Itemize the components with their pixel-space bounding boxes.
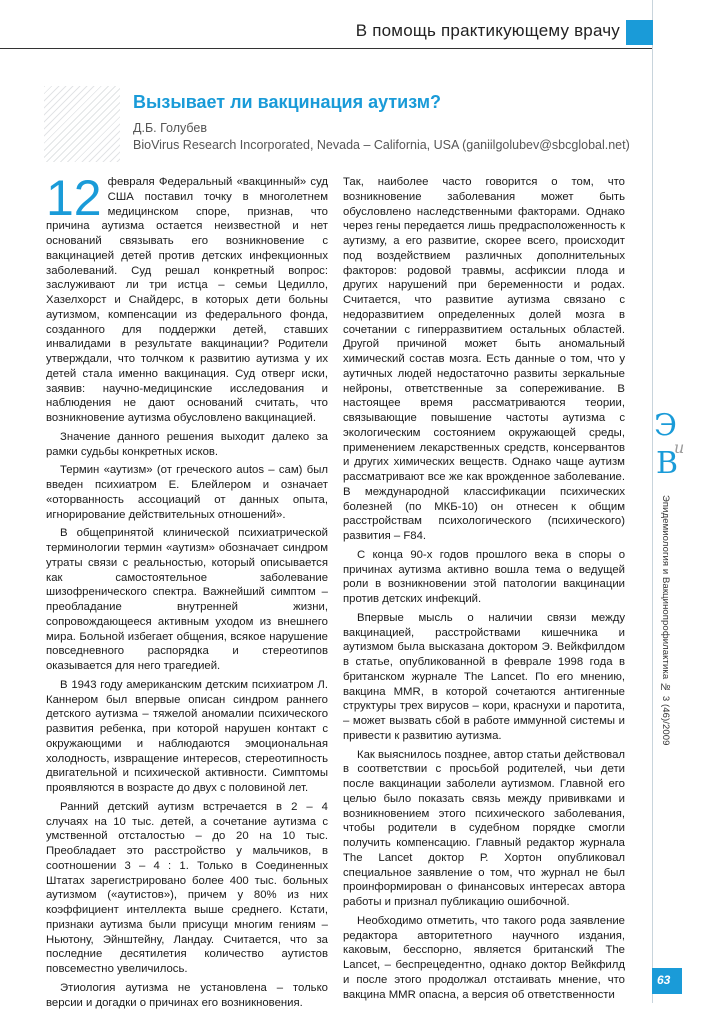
paragraph: Так, наиболее часто говорится о том, что возникновение заболевания может быть обусловлено наследственными факторами. Однако через гены передается лишь предрасположенность к аутизму, а его развитие, скорее всего, происходит под воздействием различных дополнительных факторов: родовой травмы, асфиксии плода и других нарушений при беременности и родах. Считается, что развитие аутизма связано с недоразвитием определенных долей мозга в сочетании с гиперразвитием остальных областей. Другой причиной может быть аномальный химический состав мозга. Есть данные о том, что у аутичных людей недостаточно развиты зеркальные нейроны, ответственные за сопереживание. В настоящее время рассматриваются теории, связывающие повышение частоты аутизма с экологическим состоянием окружающей среды, применением лекарственных средств, консервантов и других химических веществ. Однако чаще аутизм рассматривают все же как врожденное заболевание. В международной классификации психических болезней (по МКБ-10) он отнесен к общим расстройствам психологического (психического) развития – F84. [343,176,625,542]
logo-letter-e: Э [654,408,677,443]
article-title: Вызывает ли вакцинация аутизм? [133,92,442,112]
article-author: Д.Б. Голубев [133,121,207,135]
paragraph: В общепринятой клинической психиатрической терминологии термин «аутизм» обозначает синдром утраты связи с реальностью, который описывается как самостоятельное заболевание шизофренического спектра. Важнейший симптом – преобладание внутренней жизни, сопровождающееся активным уходом из внешнего мира. Больной избегает общения, всякое нарушение повседневного распорядка и стереотипов оказывается для него трагедией. [46,527,328,672]
paragraph: Термин «аутизм» (от греческого autos – сам) был введен психиатром Е. Блейлером и означает «оторванность ассоциаций от данных опыта, игнорирование действительных отношений». [46,464,328,521]
page-edge-line [652,0,653,1003]
paragraph: Необходимо отметить, что такого рода заявление редактора авторитетного научного издания, каковым, бесспорно, является британский The Lancet, – беспрецедентно, однако доктор Вейкфилд и после этого продолжал отстаивать мнение, что вакцина MMR опасна, а версия об ответственности [343,914,625,1001]
drop-cap: 12 [46,170,102,226]
section-header [0,18,652,49]
paragraph: Этиология аутизма не установлена – только версии и догадки о причинах его возникновения. [46,981,328,1009]
section-title: В помощь практикующему врачу [355,21,620,40]
logo-letter-i: и [674,438,685,457]
journal-logo [652,408,688,490]
page-number-box [652,968,682,994]
paragraph: Ранний детский аутизм встречается в 2 – 4 случаях на 10 тыс. детей, а сочетание аутизма с умственной отсталостью – до 20 на 10 тыс. Преобладает это расстройство у мальчиков, в соотношении 3 – 4 : 1. Только в Соединенных Штатах зарегистрировано более 400 тыс. больных аутизмом («аутистов»), причем у 80% из них коэффициент интеллекта выше среднего. Кстати, признаки аутизма были присущи многим гениям – Ньютону, Эйнштейну, Ландау. Считается, что за последние десятилетия количество аутистов повсеместно увеличилось. [46,800,328,975]
paragraph: Как выяснилось позднее, автор статьи действовал в соответствии с просьбой родителей, чьи дети после вакцинации заболели аутизмом. Главной его целью было показать связь между прививками и возникновением этого психического заболевания, чтобы родители в судебном порядке смогли получить компенсацию. Главный редактор журнала The Lancet доктор Р. Хортон опубликовал специальное заявление о том, что журнал не был проинформирован о финансовых интересах автора работы и признал публикацию ошибочной. [343,748,625,908]
author-affiliation: BioVirus Research Incorporated, Nevada – California, USA (ganiilgolubev@sbcglobal.net) [133,138,630,152]
decorative-hatch [44,86,120,162]
logo-letter-v: В [656,446,679,481]
journal-name-vertical: Эпидемиология и Вакцинопрофилактика № 3 (46)/2009 [660,495,671,746]
page-number: 63 [657,973,671,987]
text-column-left [46,170,328,1014]
paragraph: Впервые мысль о наличии связи между вакцинацией, расстройствами кишечника и аутизмом была высказана доктором Э. Вейкфилдом в статье, опубликованной в феврале 1998 года в британском журнале The Lancet. По его мнению, вакцина MMR, в которой сочетаются антигенные структуры трех вирусов – кори, краснухи и паротита, – может вызвать сбой в работе иммунной системы и привести к развитию аутизма. [343,611,625,742]
paragraph: 12 февраля Федеральный «вакцинный» суд США поставил точку в многолетнем медицинском споре, признав, что причина аутизма остается неизвестной и нет оснований связывать его возникновение с вакцинацией детей против детских инфекционных заболеваний. Суд решал конкретный вопрос: заслуживают ли три истца – семьи Цедилло, Хазелхорст и Снайдерс, в которых дети больны аутизмом, компенсации из федерального фонда, созданного для поддержки детей, ставших инвалидами в результате вакцинации? Родители утверждали, что толчком к развитию аутизма у их детей стала именно вакцинация. Суд отверг иски, заявив: научно-медицинские исследования и наблюдения не дают оснований считать, что возникновение аутизма обусловлено вакцинацией. [46,170,328,424]
header-accent-block [626,20,653,45]
paragraph: В 1943 году американским детским психиатром Л. Каннером был впервые описан синдром раннего детского аутизма – тяжелой аномалии психического развития ребенка, при которой нарушен контакт с окружающими и наблюдаются эмоциональная холодность, извращение интересов, стереотипность двигательной и психической активности. Симптомы проявляются в возрасте до двух с половиной лет. [46,678,328,794]
text-column-right [343,175,625,1006]
paragraph: С конца 90-х годов прошлого века в споры о причинах аутизма активно вошла тема о ведущей роли в возникновении этой патологии вакцинации против детских инфекций. [343,548,625,605]
paragraph: Значение данного решения выходит далеко за рамки судьбы конкретных исков. [46,430,328,458]
